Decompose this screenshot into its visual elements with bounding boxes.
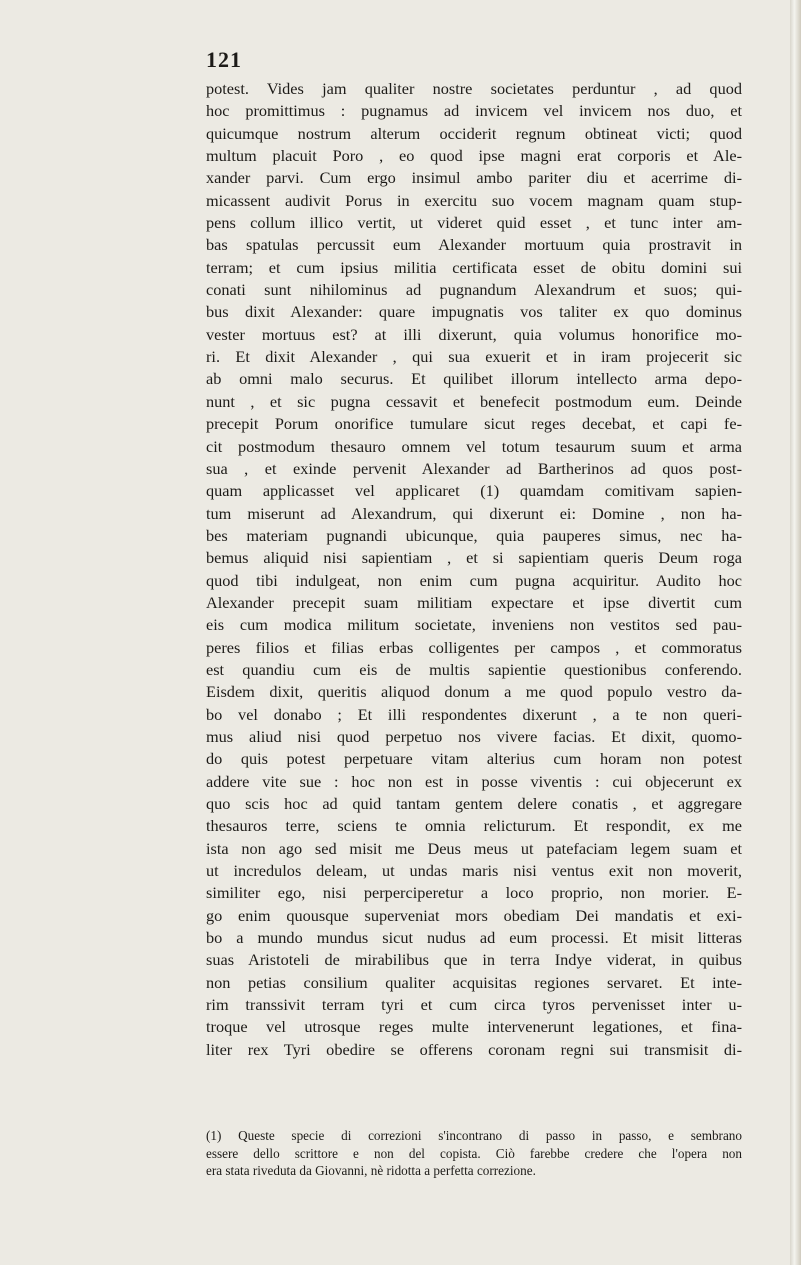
text-line: ri. Et dixit Alexander , qui sua exuerit et in iram projecerit sic: [206, 347, 742, 367]
text-line: cit postmodum thesauro omnem vel totum tesaurum suum et arma: [206, 436, 742, 456]
text-line: similiter ego, nisi perperciperetur a loco proprio, non morier. E-: [206, 883, 742, 903]
text-line: addere vite sue : hoc non est in posse viventis : cui objecerunt ex: [206, 771, 742, 791]
text-line: eis cum modica militum societate, inveniens non vestitos sed pau-: [206, 615, 742, 635]
text-line: micassent audivit Porus in exercitu suo vocem magnam quam stup-: [206, 190, 742, 210]
text-line: multum placuit Poro , eo quod ipse magni erat corporis et Ale-: [206, 146, 742, 166]
text-line: sua , et exinde pervenit Alexander ad Bartherinos ad quos post-: [206, 458, 742, 478]
text-line: ista non ago sed misit me Deus meus ut patefaciam legem suam et: [206, 838, 742, 858]
text-line: Alexander precepit suam militiam expectare et ipse divertit cum: [206, 592, 742, 612]
text-line: quod tibi indulgeat, non enim cum pugna acquiritur. Audito hoc: [206, 570, 742, 590]
text-line: ut incredulos deleam, ut undas maris nisi ventus exit non moverit,: [206, 861, 742, 881]
body-text: [206, 78, 742, 1061]
text-line: quo scis hoc ad quid tantam gentem delere conatis , et aggregare: [206, 794, 742, 813]
text-line: bo a mundo mundus sicut nudus ad eum processi. Et misit litteras: [206, 928, 742, 948]
text-line: bemus aliquid nisi sapientiam , et si sapientiam queris Deum roga: [206, 548, 742, 568]
text-line: nunt , et sic pugna cessavit et benefecit postmodum eum. Deinde: [206, 391, 742, 411]
text-line: peres filios et filias erbas colligentes per campos , et commoratus: [206, 637, 742, 657]
text-line: go enim quousque superveniat mors obediam Dei mandatis et exi-: [206, 905, 742, 925]
text-line: tum miserunt ad Alexandrum, qui dixerunt ei: Domine , non ha-: [206, 503, 742, 523]
text-line: precepit Porum onorifice tumulare sicut reges decebat, et capi fe-: [206, 414, 742, 434]
text-line: conati sunt nihilominus ad pugnandum Alexandrum et suos; qui-: [206, 280, 742, 300]
text-line: ab omni malo securus. Et quilibet illorum intellecto arma depo-: [206, 369, 742, 389]
text-line: troque vel utrosque reges multe intervenerunt legationes, et fina-: [206, 1017, 742, 1037]
text-line: thesauros terre, sciens te omnia relicturum. Et respondit, ex me: [206, 816, 742, 836]
text-line: est quandiu cum eis de multis sapientie questionibus conferendo.: [206, 659, 742, 679]
text-line: hoc promittimus : pugnamus ad invicem vel invicem nos duo, et: [206, 101, 742, 121]
page-edge: [790, 0, 801, 1265]
footnote-line: era stata riveduta da Giovanni, nè ridotta a perfetta correzione.: [206, 1163, 536, 1178]
text-line: potest. Vides jam qualiter nostre societates perduntur , ad quod: [206, 79, 742, 98]
text-line: do quis potest perpetuare vitam alterius cum horam non potest: [206, 749, 742, 769]
footnote: [206, 1127, 742, 1180]
text-line: xander parvi. Cum ergo insimul ambo pariter diu et acerrime di-: [206, 168, 742, 188]
text-line: pens collum illico vertit, ut videret quid esset , et tunc inter am-: [206, 213, 742, 233]
text-line: liter rex Tyri obedire se offerens coronam regni sui transmisit di-: [206, 1039, 742, 1059]
text-line: bo vel donabo ; Et illi respondentes dixerunt , a te non queri-: [206, 704, 742, 724]
text-line: non petias consilium qualiter acquisitas regiones servaret. Et inte-: [206, 972, 742, 992]
text-line: quicumque nostrum alterum occiderit regnum obtineat victi; quod: [206, 123, 742, 143]
page-number: 121: [206, 47, 242, 72]
text-line: terram; et cum ipsius militia certificata esset de obitu domini sui: [206, 257, 742, 277]
footnote-line: (1) Queste specie di correzioni s'incontrano di passo in passo, e sembrano: [206, 1128, 742, 1143]
text-line: quam applicasset vel applicaret (1) quamdam comitivam sapien-: [206, 481, 742, 501]
text-line: bes materiam pugnandi ubicunque, quia pauperes simus, nec ha-: [206, 525, 742, 545]
text-line: Eisdem dixit, queritis aliquod donum a me quod populo vestro da-: [206, 682, 742, 702]
text-line: mus aliud nisi quod perpetuo nos vivere facias. Et dixit, quomo-: [206, 726, 742, 746]
text-line: rim transsivit terram tyri et cum circa tyros pervenisset inter u-: [206, 995, 742, 1015]
text-line: suas Aristoteli de mirabilibus que in terra Indye viderat, in quibus: [206, 950, 742, 970]
text-line: bus dixit Alexander: quare impugnatis vos taliter ex quo dominus: [206, 302, 742, 322]
footnote-line: essere dello scrittore e non del copista. Ciò farebbe credere che l'opera non: [206, 1145, 742, 1161]
text-line: vester mortuus est? at illi dixerunt, quia volumus honorifice mo-: [206, 324, 742, 344]
text-line: bas spatulas percussit eum Alexander mortuum quia prostravit in: [206, 235, 742, 255]
